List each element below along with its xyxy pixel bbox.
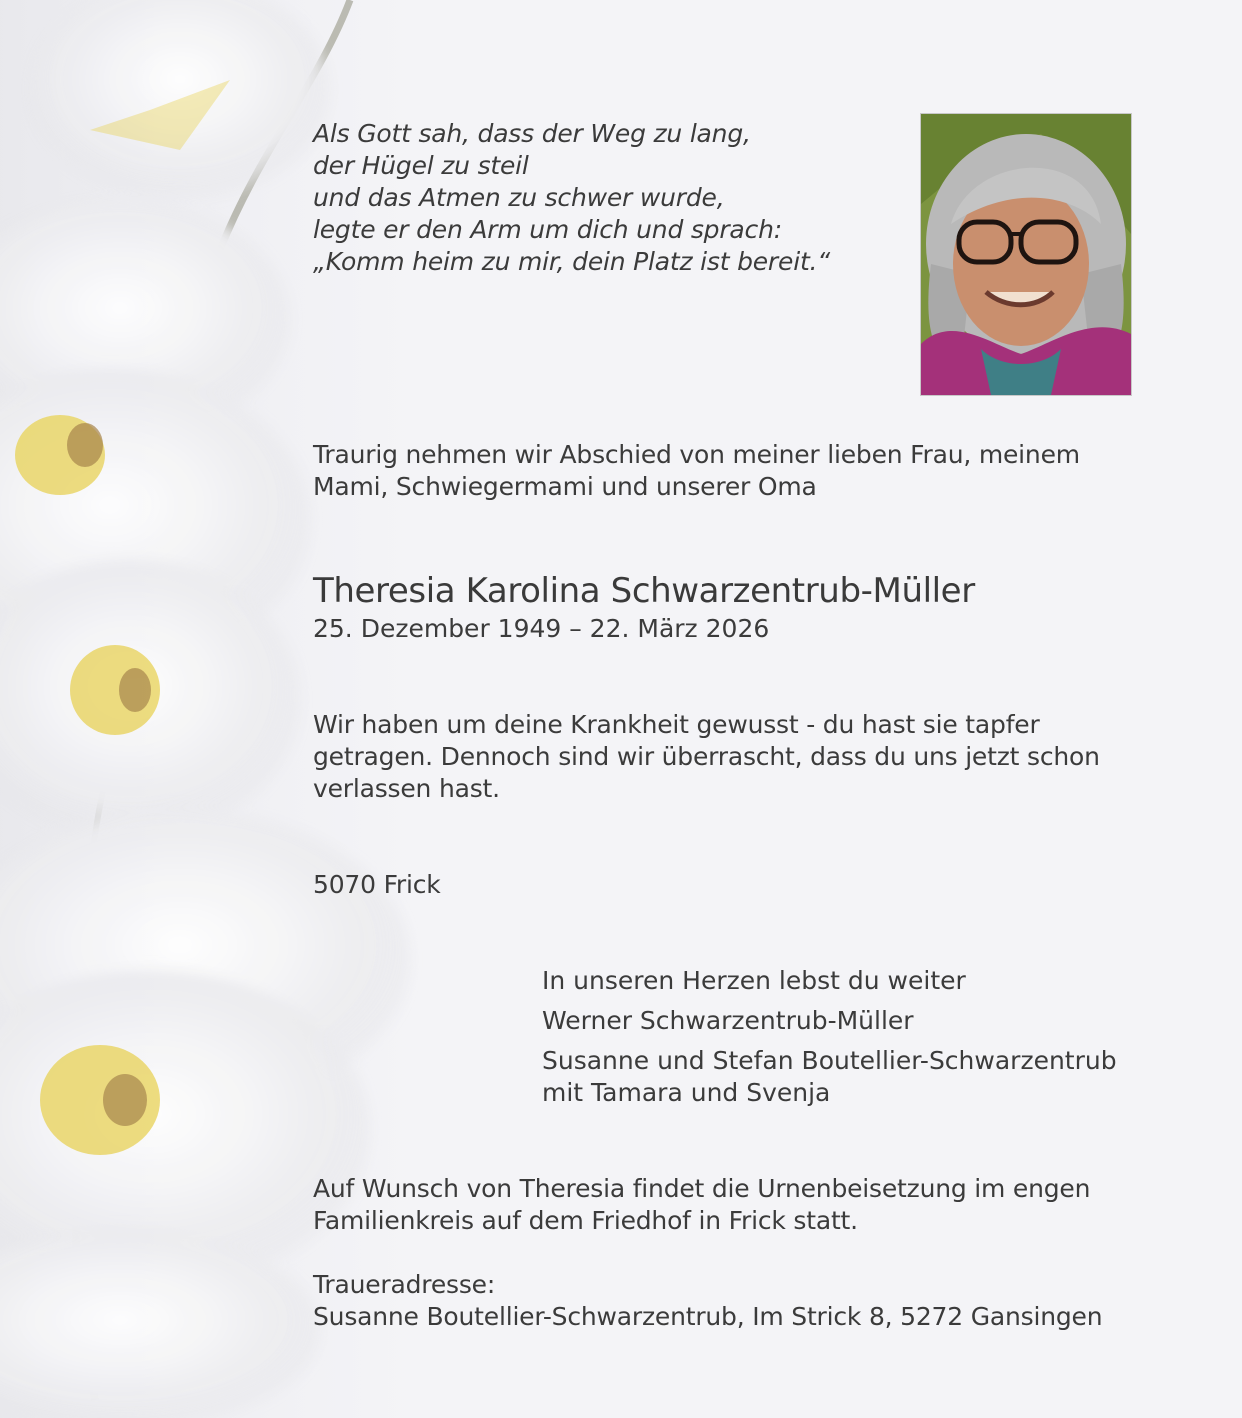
ceremony-line: Familienkreis auf dem Friedhof in Frick statt. bbox=[313, 1206, 858, 1235]
intro-line: Traurig nehmen wir Abschied von meiner lieben Frau, meinem bbox=[313, 440, 1080, 469]
mourning-address bbox=[313, 1269, 1102, 1333]
family-member: Susanne und Stefan Boutellier-Schwarzentrub bbox=[542, 1046, 1117, 1075]
poem-line: legte er den Arm um dich und sprach: bbox=[313, 215, 782, 244]
illness-line: getragen. Dennoch sind wir überrascht, dass du uns jetzt schon bbox=[313, 742, 1100, 771]
poem-line: der Hügel zu steil bbox=[313, 151, 529, 180]
address-value: Susanne Boutellier-Schwarzentrub, Im Strick 8, 5272 Gansingen bbox=[313, 1302, 1103, 1331]
ceremony-notice bbox=[313, 1173, 1090, 1237]
poem-line: und das Atmen zu schwer wurde, bbox=[313, 183, 725, 212]
portrait-photo bbox=[920, 113, 1132, 396]
family-signature bbox=[542, 965, 1117, 1109]
illness-line: Wir haben um deine Krankheit gewusst - du hast sie tapfer bbox=[313, 710, 1040, 739]
poem bbox=[313, 118, 830, 278]
illness-paragraph bbox=[313, 709, 1100, 805]
address-label: Traueradresse: bbox=[313, 1270, 496, 1299]
illness-line: verlassen hast. bbox=[313, 774, 500, 803]
deceased-name: Theresia Karolina Schwarzentrub-Müller bbox=[313, 571, 975, 611]
poem-line: Als Gott sah, dass der Weg zu lang, bbox=[313, 119, 751, 148]
farewell-intro bbox=[313, 439, 1080, 503]
intro-line: Mami, Schwiegermami und unserer Oma bbox=[313, 472, 817, 501]
ceremony-line: Auf Wunsch von Theresia findet die Urnenbeisetzung im engen bbox=[313, 1174, 1091, 1203]
place: 5070 Frick bbox=[313, 870, 441, 899]
family-motto: In unseren Herzen lebst du weiter bbox=[542, 966, 966, 995]
life-dates: 25. Dezember 1949 – 22. März 2026 bbox=[313, 614, 770, 643]
family-member: Werner Schwarzentrub-Müller bbox=[542, 1006, 914, 1035]
family-member: mit Tamara und Svenja bbox=[542, 1078, 831, 1107]
poem-line: „Komm heim zu mir, dein Platz ist bereit.“ bbox=[313, 247, 831, 276]
